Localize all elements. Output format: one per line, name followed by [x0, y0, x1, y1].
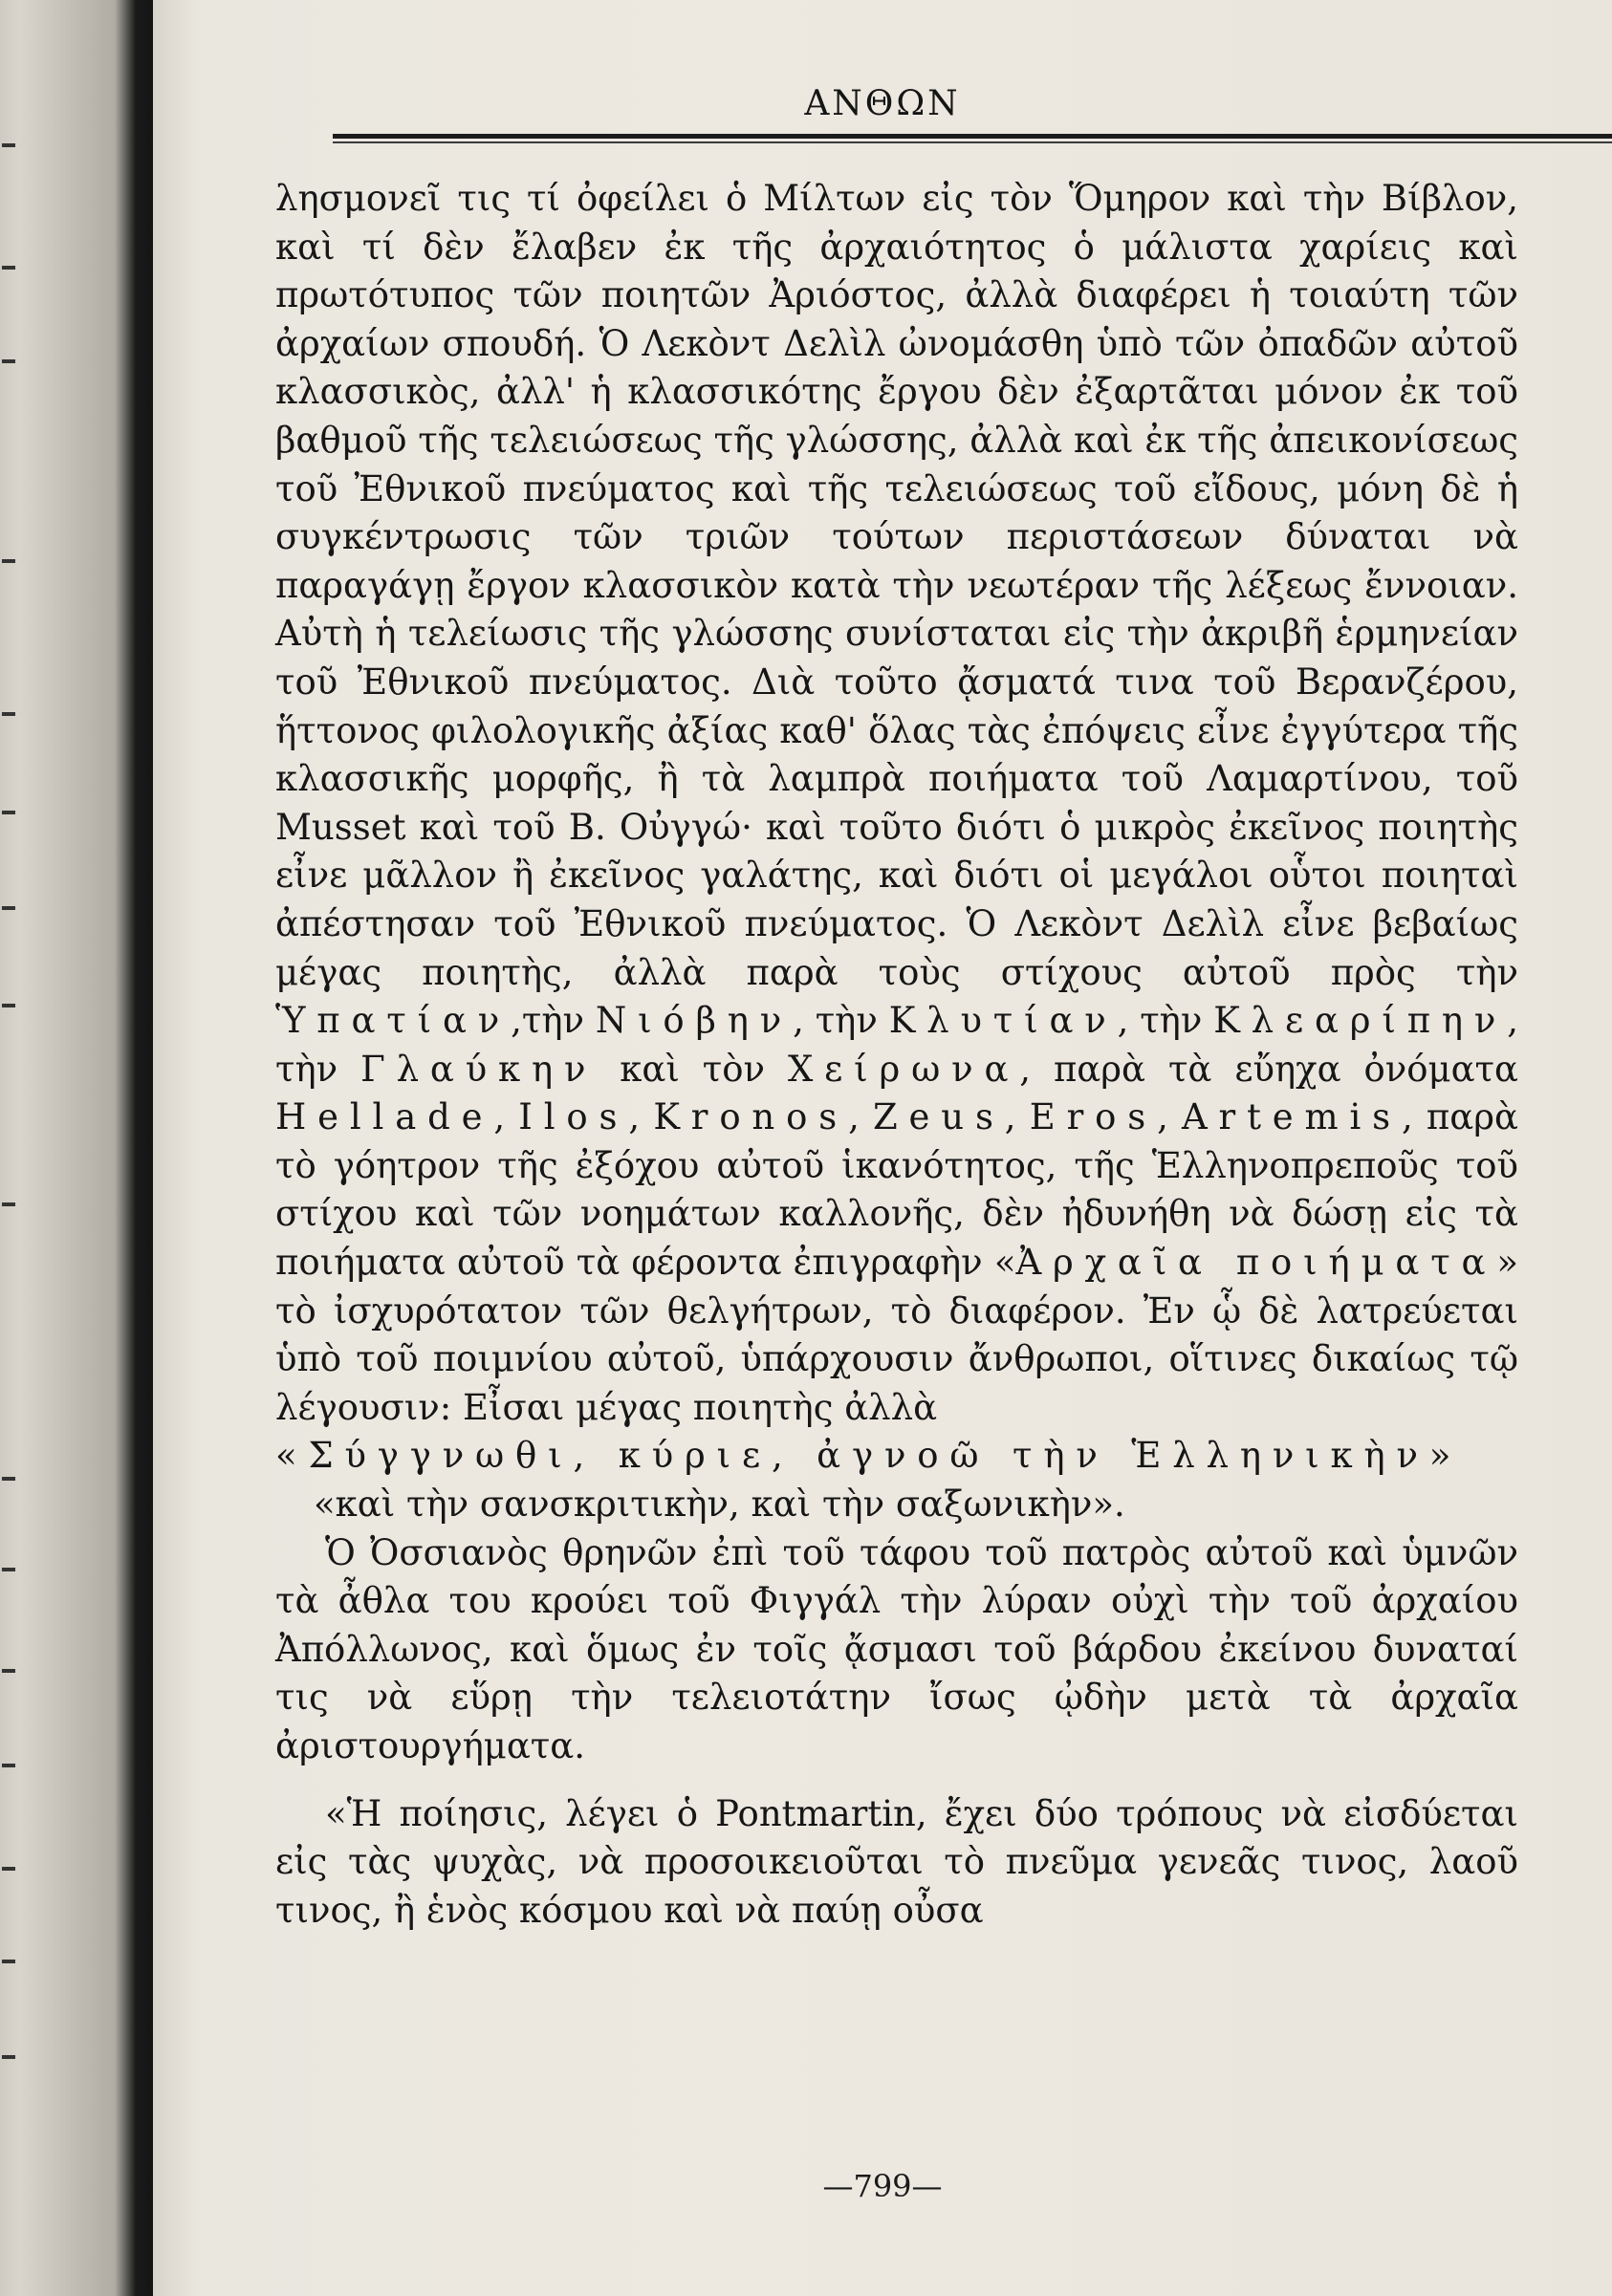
- spaced-name: Ilos: [518, 1096, 629, 1138]
- previous-page-fragment: [2, 1568, 15, 1571]
- header-rule: [333, 134, 1612, 139]
- paragraph-2: Ὁ Ὀσσιανὸς θρηνῶν ἐπὶ τοῦ τάφου τοῦ πατρὸς αὐτοῦ καὶ ὑμνῶν τὰ ἆθλα του κρούει τοῦ Φιγγάλ τὴν λύραν οὐχὶ τὴν τοῦ ἀρχαίου Ἀπόλλωνος, καὶ ὅμως ἐν τοῖς ᾄσμασι τοῦ βάρδου ἐκείνου δυναταί τις νὰ εὕρῃ τὴν τελειοτάτην ἴσως ᾠδὴν μετὰ τὰ ἀρχαῖα ἀριστουργήματα.: [275, 1531, 1518, 1766]
- text-fragment: , τὴν: [275, 1000, 1518, 1090]
- spaced-name: Κλεαρίπην: [1213, 1000, 1508, 1042]
- book-page: [153, 0, 1612, 2296]
- spaced-name: Κλυτίαν: [888, 1000, 1118, 1042]
- previous-page-fragment: [2, 906, 15, 910]
- spaced-name: Hellade: [275, 1096, 494, 1138]
- previous-page-fragment: [2, 1004, 15, 1007]
- text-fragment: , παρὰ τὰ εὔηχα ὀνόματα: [1019, 1048, 1519, 1090]
- previous-page-fragment: [2, 559, 15, 563]
- previous-page-fragment: [2, 811, 15, 814]
- text-fragment: ,τὴν: [511, 1000, 596, 1042]
- book-binding-shadow: [0, 0, 153, 2296]
- previous-page-fragment: [2, 359, 15, 363]
- quote-line-2: «καὶ τὴν σανσκριτικὴν, καὶ τὴν σαξωνικὴν».: [314, 1484, 1125, 1526]
- previous-page-fragment: [2, 266, 15, 270]
- spaced-name: Artemis: [1182, 1096, 1402, 1138]
- paragraph-1: [275, 175, 1518, 1432]
- text-fragment: ,: [493, 1096, 519, 1138]
- paragraph-3: «Ἡ ποίησις, λέγει ὁ Pontmartin, ἔχει δύο τρόπους νὰ εἰσδύεται εἰς τὰς ψυχὰς, νὰ προσοικειοῦται τὸ πνεῦμα γενεᾶς τινος, λαοῦ τινος, ἢ ἑνὸς κόσμου καὶ νὰ παύῃ οὖσα: [275, 1792, 1518, 1931]
- spaced-name: Χείρωνα: [787, 1048, 1020, 1090]
- running-header: ΑΝΘΩΝ: [804, 84, 961, 123]
- spaced-name: Ὑπατίαν: [275, 1000, 512, 1042]
- previous-page-fragment: [2, 2055, 15, 2059]
- spaced-name: Zeus: [873, 1096, 1005, 1138]
- previous-page-fragment: [2, 1202, 15, 1206]
- text-fragment: , τὴν: [1117, 1000, 1214, 1042]
- previous-page-fragment: [2, 143, 15, 147]
- spaced-name: Eros: [1029, 1096, 1158, 1138]
- spaced-title: Ἀρχαῖα ποιήματα: [1015, 1242, 1497, 1284]
- quote-line-1: «Σύγγνωθι, κύριε, ἀγνοῶ τὴν Ἑλληνικὴν»: [275, 1435, 1463, 1477]
- text-fragment: , τὴν: [793, 1000, 889, 1042]
- text-fragment: ,: [1004, 1096, 1030, 1138]
- header-rule-thin: [333, 141, 1612, 143]
- spaced-name: Νιόβην: [595, 1000, 794, 1042]
- previous-page-fragment: [2, 1477, 15, 1481]
- text-fragment: ,: [1157, 1096, 1182, 1138]
- previous-page-fragment: [2, 1669, 15, 1673]
- paragraph-1-text: λησμονεῖ τις τί ὀφείλει ὁ Μίλτων εἰς τὸν Ὅμηρον καὶ τὴν Βίβλον, καὶ τί δὲν ἔλαβεν ἐκ τῆς ἀρχαιότητος ὁ μάλιστα χαρίεις καὶ πρωτότυπος τῶν ποιητῶν Ἀριόστος, ἀλλὰ διαφέρει ἡ τοιαύτη τῶν ἀρχαίων σπουδή. Ὁ Λεκὸντ Δελὶλ ὠνομάσθη ὑπὸ τῶν ὀπαδῶν αὐτοῦ κλασσικὸς, ἀλλ' ἡ κλασσικότης ἔργου δὲν ἐξαρτᾶται μόνον ἐκ τοῦ βαθμοῦ τῆς τελειώσεως τῆς γλώσσης, ἀλλὰ καὶ ἐκ τῆς ἀπεικονίσεως τοῦ Ἐθνικοῦ πνεύματος καὶ τῆς τελειώσεως τοῦ εἴδους, μόνη δὲ ἡ συγκέντρωσις τῶν τριῶν τούτων περιστάσεων δύναται νὰ παραγάγῃ ἔργον κλασσικὸν κατὰ τὴν νεωτέραν τῆς λέξεως ἔννοιαν. Αὐτὴ ἡ τελείωσις τῆς γλώσσης συνίσταται εἰς τὴν ἀκριβῆ ἑρμηνείαν τοῦ Ἐθνικοῦ πνεύματος. Διὰ τοῦτο ᾄσματά τινα τοῦ Βερανζέρου, ἥττονος φιλολογικῆς ἀξίας καθ' ὅλας τὰς ἐπόψεις εἶνε ἐγγύτερα τῆς κλασσικῆς μορφῆς, ἢ τὰ λαμπρὰ ποιήματα τοῦ Λαμαρτίνου, τοῦ Musset καὶ τοῦ Β. Οὐγγώ· καὶ τοῦτο διότι ὁ μικρὸς ἐκεῖνος ποιητὴς εἶνε μᾶλλον ἢ ἐκεῖνος γαλάτης, καὶ διότι οἱ μεγάλοι οὗτοι ποιηταὶ ἀπέστησαν τοῦ Ἐθνικοῦ πνεύματος. Ὁ Λεκὸντ Δελὶλ εἶνε βεβαίως μέγας ποιητὴς, ἀλλὰ παρὰ τοὺς στίχους αὐτοῦ πρὸς τὴν: [275, 178, 1518, 993]
- text-fragment: ,: [848, 1096, 873, 1138]
- text-fragment: ,: [628, 1096, 654, 1138]
- previous-page-fragment: [2, 1764, 15, 1767]
- previous-page-fragment: [2, 1960, 15, 1963]
- text-fragment: , παρὰ τὸ γόητρον τῆς ἐξόχου αὐτοῦ ἱκανότητος, τῆς Ἑλληνοπρεποῦς τοῦ στίχου καὶ τῶν νοημάτων καλλονῆς, δὲν ἠδυνήθη νὰ δώσῃ εἰς τὰ ποιήματα αὐτοῦ τὰ φέροντα ἐπιγραφὴν «: [275, 1096, 1518, 1284]
- page-body-text: [275, 175, 1518, 1935]
- spaced-name: Γλαύκην: [360, 1048, 598, 1090]
- text-fragment: » τὸ ἰσχυρότατον τῶν θελγήτρων, τὸ διαφέρον. Ἐν ᾧ δὲ λατρεύεται ὑπὸ τοῦ ποιμνίου αὐτοῦ, ὑπάρχουσιν ἄνθρωποι, οἵτινες δικαίως τῷ λέγουσιν: Εἶσαι μέγας ποιητὴς ἀλλὰ: [275, 1242, 1518, 1428]
- text-fragment: καὶ τὸν: [597, 1048, 788, 1090]
- previous-page-fragment: [2, 712, 15, 716]
- spaced-name: Kronos: [653, 1096, 849, 1138]
- previous-page-fragment: [2, 1867, 15, 1871]
- page-number: —799—: [822, 2168, 943, 2204]
